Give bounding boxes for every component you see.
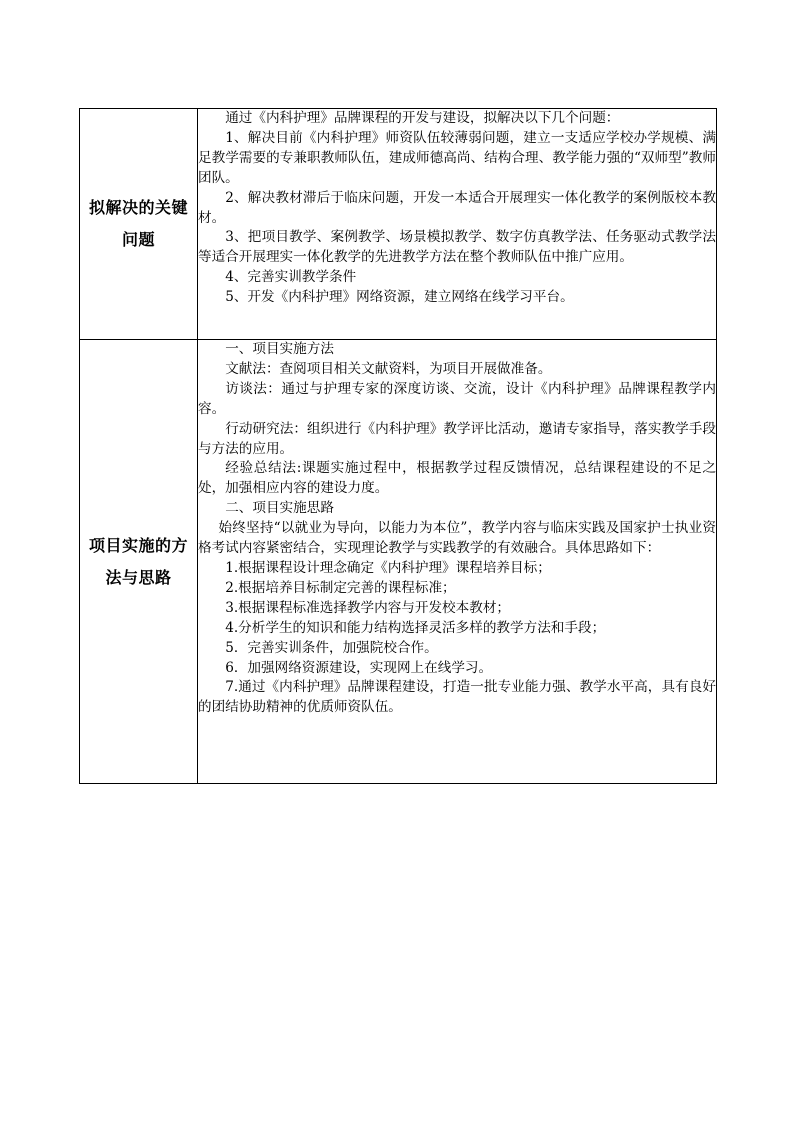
idea-item-7: 7.通过《内科护理》品牌课程建设，打造一批专业能力强、教学水平高，具有良好的团结协助精神的优质师资队伍。 — [198, 679, 716, 716]
method-action-research: 行动研究法：组织进行《内科护理》教学评比活动，邀请专家指导，落实教学手段与方法的应用。 — [198, 420, 716, 457]
problem-item-3: 3、把项目教学、案例教学、场景模拟教学、数字仿真教学法、任务驱动式教学法等适合开展理实一体化教学的先进教学方法在整个教师队伍中推广应用。 — [198, 229, 716, 266]
row-content-cell — [198, 340, 717, 784]
row-label-cell — [80, 109, 198, 340]
problem-item-2: 2、解决教材滞后于临床问题，开发一本适合开展理实一体化教学的案例版校本教材。 — [198, 189, 716, 226]
problem-item-4: 4、完善实训教学条件 — [225, 269, 357, 286]
intro-paragraph: 通过《内科护理》品牌课程的开发与建设，拟解决以下几个问题： — [225, 110, 620, 126]
section-heading-methods: 一、项目实施方法 — [225, 341, 334, 357]
idea-item-4: 4.分析学生的知识和能力结构选择灵活多样的教学方法和手段； — [225, 619, 606, 636]
section-heading-ideas: 二、项目实施思路 — [225, 500, 334, 517]
idea-item-3: 3.根据课程标准选择教学内容与开发校本教材； — [225, 599, 511, 616]
idea-item-5: 5．完善实训条件，加强院校合作。 — [225, 639, 438, 656]
method-interview: 访谈法：通过与护理专家的深度访谈、交流，设计《内科护理》品牌课程教学内容。 — [198, 380, 716, 417]
table-row-methods — [80, 340, 717, 784]
row-content-cell — [198, 109, 717, 340]
problem-item-1: 1、解决目前《内科护理》师资队伍较薄弱问题，建立一支适应学校办学规模、满足教学需要的专兼职教师队伍，建成师德高尚、结构合理、教学能力强的“双师型”教师团队。 — [198, 129, 716, 186]
method-literature: 文献法：查阅项目相关文献资料，为项目开展做准备。 — [225, 360, 552, 377]
idea-item-6: 6．加强网络资源建设，实现网上在线学习。 — [225, 659, 493, 676]
row-label-cell — [80, 340, 198, 784]
problem-item-5: 5、开发《内科护理》网络资源，建立网络在线学习平台。 — [225, 289, 574, 306]
idea-item-1: 1.根据课程设计理念确定《内科护理》课程培养目标； — [225, 559, 551, 576]
row-label-methods: 项目实施的方法与思路 — [88, 535, 188, 587]
ideas-intro: 始终坚持“以就业为导向，以能力为本位”，教学内容与临床实践及国家护士执业资格考试内容紧密结合，实现理论教学与实践教学的有效融合。具体思路如下： — [198, 520, 716, 557]
table-row-key-problems — [80, 109, 717, 340]
idea-item-2: 2.根据培养目标制定完善的课程标准； — [225, 579, 456, 596]
project-form-table — [79, 108, 717, 784]
method-experience-summary: 经验总结法:课题实施过程中，根据教学过程反馈情况，总结课程建设的不足之处，加强相应内容的建设力度。 — [198, 460, 716, 497]
row-label-key-problems: 拟解决的关键问题 — [88, 198, 188, 249]
